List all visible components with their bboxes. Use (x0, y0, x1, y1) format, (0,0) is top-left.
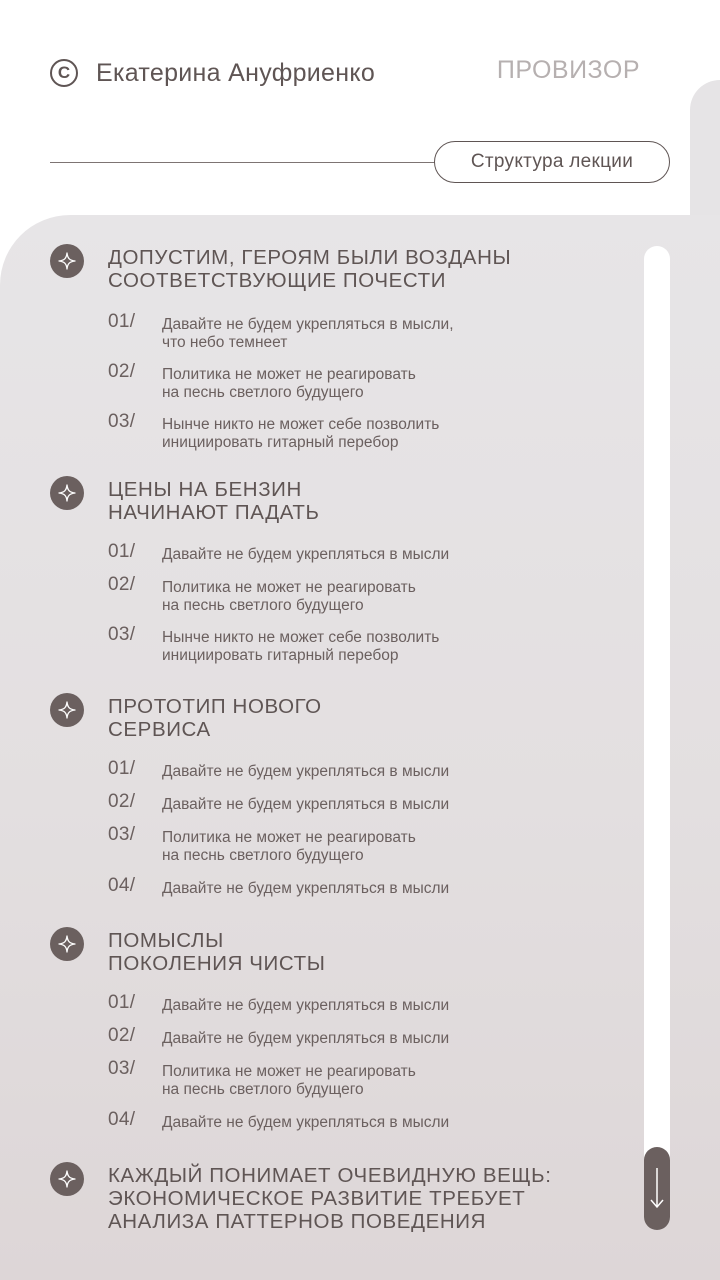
scrollbar-track[interactable] (644, 246, 670, 1230)
sparkle-icon (50, 476, 84, 510)
author-name: Екатерина Ануфриенко (96, 58, 376, 87)
section-title[interactable]: ДОПУСТИМ, ГЕРОЯМ БЫЛИ ВОЗДАНЫ СООТВЕТСТВУЮЩИЕ ПОЧЕСТИ (108, 246, 512, 292)
item-number: 03/ (108, 624, 136, 645)
section-title[interactable]: ПРОТОТИП НОВОГО СЕРВИСА (108, 695, 322, 741)
item-number: 02/ (108, 1025, 136, 1046)
item-text: Давайте не будем укрепляться в мысли (162, 796, 450, 813)
item-text: Давайте не будем укрепляться в мысли (162, 880, 450, 897)
sparkle-icon (50, 693, 84, 727)
item-number: 03/ (108, 1058, 136, 1079)
item-number: 04/ (108, 875, 136, 896)
item-text: Политика не может не реагировать на песнь светлого будущего (162, 1063, 416, 1098)
item-text: Нынче никто не может себе позволить инициировать гитарный перебор (162, 416, 440, 451)
sparkle-icon (50, 244, 84, 278)
item-text: Давайте не будем укрепляться в мысли (162, 1114, 450, 1131)
item-number: 03/ (108, 411, 136, 432)
item-text: Давайте не будем укрепляться в мысли (162, 546, 450, 563)
brand (50, 54, 375, 92)
item-text: Нынче никто не может себе позволить инициировать гитарный перебор (162, 629, 440, 664)
item-text: Давайте не будем укрепляться в мысли (162, 763, 450, 780)
section-title[interactable]: КАЖДЫЙ ПОНИМАЕТ ОЧЕВИДНУЮ ВЕЩЬ: ЭКОНОМИЧЕСКОЕ РАЗВИТИЕ ТРЕБУЕТ АНАЛИЗА ПАТТЕРНОВ ПОВЕДЕНИЯ (108, 1164, 552, 1233)
section-title[interactable]: ПОМЫСЛЫ ПОКОЛЕНИЯ ЧИСТЫ (108, 929, 326, 975)
arrow-down-icon (650, 1167, 664, 1209)
header (0, 0, 690, 215)
author-role: ПРОВИЗОР (496, 56, 640, 84)
item-number: 01/ (108, 992, 136, 1013)
item-number: 02/ (108, 361, 136, 382)
item-text: Давайте не будем укрепляться в мысли (162, 997, 450, 1014)
item-number: 01/ (108, 758, 136, 779)
structure-button[interactable]: Структура лекции (434, 141, 670, 183)
item-text: Политика не может не реагировать на песнь светлого будущего (162, 366, 416, 401)
item-number: 01/ (108, 541, 136, 562)
item-number: 04/ (108, 1109, 136, 1130)
scrollbar-thumb[interactable] (644, 1147, 670, 1230)
item-text: Давайте не будем укрепляться в мысли, что небо темнеет (162, 316, 454, 351)
sparkle-icon (50, 1162, 84, 1196)
item-number: 02/ (108, 791, 136, 812)
item-text: Давайте не будем укрепляться в мысли (162, 1030, 450, 1047)
item-number: 03/ (108, 824, 136, 845)
item-text: Политика не может не реагировать на песнь светлого будущего (162, 579, 416, 614)
section-title[interactable]: ЦЕНЫ НА БЕНЗИН НАЧИНАЮТ ПАДАТЬ (108, 478, 320, 524)
copyright-icon: C (50, 59, 78, 87)
header-divider (50, 162, 450, 163)
sparkle-icon (50, 927, 84, 961)
item-number: 01/ (108, 311, 136, 332)
item-text: Политика не может не реагировать на песнь светлого будущего (162, 829, 416, 864)
item-number: 02/ (108, 574, 136, 595)
